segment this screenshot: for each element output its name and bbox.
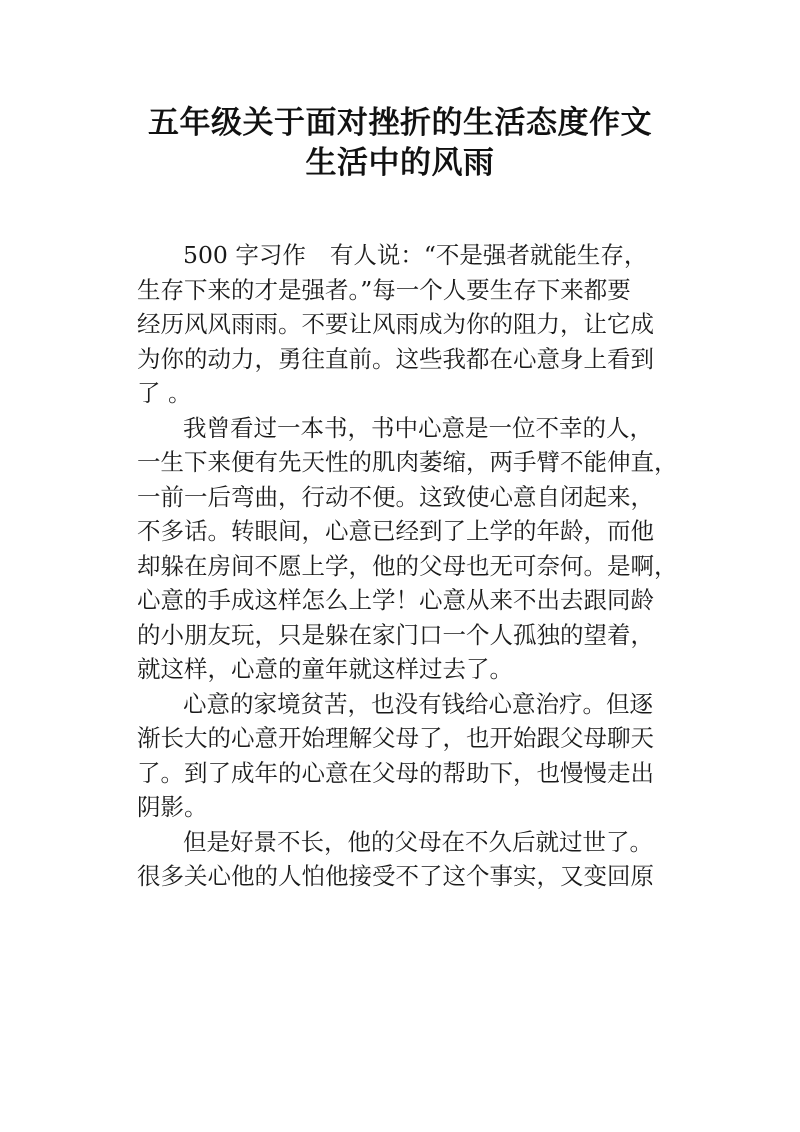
paragraph-4 (137, 825, 677, 894)
text-line: 心意的手成这样怎么上学！心意从来不出去跟同龄 (137, 586, 654, 614)
text-line: 了 。 (137, 379, 192, 407)
text-line: 渐长大的心意开始理解父母了，也开始跟父母聊天 (137, 724, 654, 752)
text-line: 为你的动力，勇往直前。这些我都在心意身上看到 (137, 344, 654, 373)
document-subtitle: 生活中的风雨 (305, 145, 495, 181)
paragraph-1 (137, 238, 677, 411)
text-line: 很多关心他的人怕他接受不了这个事实，又变回原 (137, 862, 654, 890)
paragraph-2 (137, 411, 677, 687)
text-line: 的小朋友玩，只是躲在家门口一个人孤独的望着， (137, 620, 654, 649)
text-line: 就这样，心意的童年就这样过去了。 (137, 655, 513, 683)
text-line: 经历风风雨雨。不要让风雨成为你的阻力，让它成 (137, 310, 654, 338)
document-body (137, 238, 677, 894)
text-line: 有人说：“不是强者就能生存， (329, 241, 648, 269)
text-line: 一生下来便有先天性的肌肉萎缩，两手臂不能伸直， (137, 448, 678, 476)
essay-category: 500 字习作 (183, 241, 306, 269)
paragraph-3 (137, 687, 677, 825)
text-line: 但是好景不长，他的父母在不久后就过世了。 (183, 827, 653, 856)
text-line: 却躲在房间不愿上学，他的父母也无可奈何。是啊， (137, 551, 678, 580)
text-line: 我曾看过一本书，书中心意是一位不幸的人， (183, 413, 653, 442)
text-line: 生存下来的才是强者。”每一个人要生存下来都要 (137, 275, 631, 304)
text-line: 心意的家境贫苦，也没有钱给心意治疗。但逐 (183, 689, 653, 718)
text-line: 不多话。转眼间，心意已经到了上学的年龄，而他 (137, 517, 654, 545)
text-line: 一前一后弯曲，行动不便。这致使心意自闭起来， (137, 482, 654, 511)
text-line (137, 238, 677, 273)
document-title: 五年级关于面对挫折的生活态度作文 (148, 105, 652, 141)
text-line: 了。到了成年的心意在父母的帮助下，也慢慢走出 (137, 758, 654, 787)
text-line: 阴影。 (137, 793, 208, 821)
